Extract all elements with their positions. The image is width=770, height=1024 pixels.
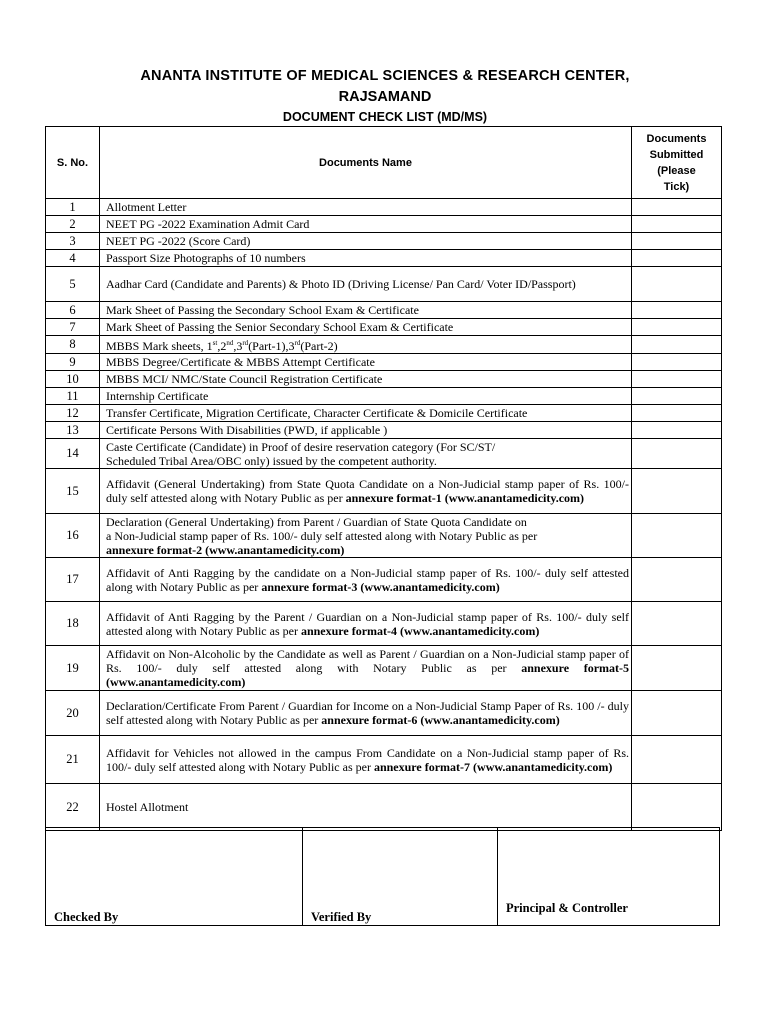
document-name: Aadhar Card (Candidate and Parents) & Photo ID (Driving License/ Pan Card/ Voter ID/Passport) [100,267,632,302]
row-number: 22 [46,784,100,831]
document-name: Mark Sheet of Passing the Secondary School Exam & Certificate [100,302,632,319]
mbbs-text-b: ,2 [217,339,227,353]
tick-cell[interactable] [632,405,722,422]
submitted-header-line1: Documents [646,132,707,145]
verified-by-cell [303,828,498,926]
sno-header: S. No. [46,127,100,199]
table-row [46,439,722,469]
tick-cell[interactable] [632,233,722,250]
document-name [100,469,632,514]
row-number: 19 [46,646,100,691]
tick-cell[interactable] [632,216,722,233]
row-number: 18 [46,602,100,646]
doc-text: Affidavit on Non-Alcoholic by the Candidate as well as Parent / Guardian on a Non-Judicial stamp paper of Rs. 100/- duly self attested along with Notary Public as per [106,647,629,675]
table-row [46,250,722,267]
tick-cell[interactable] [632,336,722,354]
table-row [46,469,722,514]
sup-rd: rd [242,339,249,347]
doc-text: Affidavit of Anti Ragging by the Parent / Guardian on a Non-Judicial stamp paper of Rs. 100/- duly self attested along with Notary Public as per [106,609,629,638]
annexure-reference: annexure format-5 (www.anantamedicity.com) [106,661,630,689]
tick-cell[interactable] [632,439,722,469]
row-number: 2 [46,216,100,233]
tick-cell[interactable] [632,371,722,388]
annexure-reference: annexure format-6 (www.anantamedicity.com) [321,713,560,727]
tick-cell[interactable] [632,388,722,405]
annexure-reference: annexure format-3 (www.anantamedicity.com) [261,579,500,594]
row-number: 21 [46,736,100,784]
document-name: Allotment Letter [100,199,632,216]
annexure-reference: annexure format-1 (www.anantamedicity.com) [345,491,585,505]
mbbs-text-c: ,3 [233,339,243,353]
document-name [100,558,632,602]
tick-cell[interactable] [632,784,722,831]
signature-table [45,827,720,926]
documents-submitted-header [632,127,722,199]
sup-rd-2: rd [294,339,301,347]
row-number: 20 [46,691,100,736]
mbbs-text-e: (Part-2) [300,339,338,353]
table-row [46,422,722,439]
document-name: Certificate Persons With Disabilities (PWD, if applicable ) [100,422,632,439]
table-row [46,691,722,736]
table-row [46,388,722,405]
row-number: 8 [46,336,100,354]
checklist-title: DOCUMENT CHECK LIST (MD/MS) [282,110,488,124]
document-name [100,514,632,558]
document-name: MBBS MCI/ NMC/State Council Registration Certificate [100,371,632,388]
submitted-header-line2: Submitted [649,148,704,161]
table-row [46,602,722,646]
checked-by-label: Checked By [54,910,119,924]
principal-cell [498,828,720,926]
row-number: 17 [46,558,100,602]
tick-cell[interactable] [632,250,722,267]
document-name: NEET PG -2022 (Score Card) [100,233,632,250]
submitted-header-line4: Tick) [663,180,690,193]
row-number: 1 [46,199,100,216]
tick-cell[interactable] [632,558,722,602]
checked-by-cell [46,828,303,926]
doc-text: Affidavit for Vehicles not allowed in the campus From Candidate on a Non-Judicial stamp paper of Rs. 100/- duly self attested along with Notary Public as per [106,745,629,774]
tick-cell[interactable] [632,602,722,646]
annexure-reference: annexure format-2 (www.anantamedicity.com) [106,542,345,557]
table-row [46,216,722,233]
table-row [46,354,722,371]
document-name [100,736,632,784]
tick-cell[interactable] [632,514,722,558]
doc-text-line1: Declaration (General Undertaking) from Parent / Guardian of State Quota Candidate on [106,514,527,529]
row-number: 10 [46,371,100,388]
table-row [46,646,722,691]
document-name [100,646,632,691]
table-row [46,267,722,302]
table-row [46,784,722,831]
institute-title: ANANTA INSTITUTE OF MEDICAL SCIENCES & RESEARCH CENTER, [140,68,630,84]
caste-line-1: Caste Certificate (Candidate) in Proof of desire reservation category (For SC/ST/ [106,439,496,454]
tick-cell[interactable] [632,354,722,371]
row-number: 14 [46,439,100,469]
verified-by-label: Verified By [311,910,372,924]
row-number: 3 [46,233,100,250]
table-row [46,371,722,388]
document-name [100,602,632,646]
doc-text-line2: a Non-Judicial stamp paper of Rs. 100/- duly self attested along with Notary Public as per [106,528,538,543]
tick-cell[interactable] [632,267,722,302]
tick-cell[interactable] [632,646,722,691]
document-name: Hostel Allotment [100,784,632,831]
mbbs-text-d: (Part-1),3 [248,339,295,353]
doc-text: Declaration/Certificate From Parent / Guardian for Income on a Non-Judicial Stamp Paper of Rs. 100 /- duly self attested along with Notary Public as per [106,699,629,727]
row-number: 4 [46,250,100,267]
mbbs-text-a: MBBS Mark sheets, 1 [106,339,213,353]
table-row [46,199,722,216]
annexure-reference: annexure format-4 (www.anantamedicity.com) [300,623,540,638]
annexure-reference: annexure format-7 (www.anantamedicity.com) [373,759,613,774]
document-name [100,691,632,736]
table-row [46,336,722,354]
tick-cell[interactable] [632,736,722,784]
tick-cell[interactable] [632,319,722,336]
document-name [100,336,632,354]
row-number: 13 [46,422,100,439]
document-name [100,439,632,469]
table-header-row [46,127,722,199]
sup-nd: nd [226,339,234,347]
document-name: Passport Size Photographs of 10 numbers [100,250,632,267]
row-number: 12 [46,405,100,422]
caste-line-2: Scheduled Tribal Area/OBC only) issued by the competent authority. [106,453,437,468]
tick-cell[interactable] [632,469,722,514]
table-row [46,514,722,558]
document-name: Transfer Certificate, Migration Certificate, Character Certificate & Domicile Certificate [100,405,632,422]
sup-st: st [212,339,218,347]
document-name: MBBS Degree/Certificate & MBBS Attempt Certificate [100,354,632,371]
document-name: Mark Sheet of Passing the Senior Secondary School Exam & Certificate [100,319,632,336]
tick-cell[interactable] [632,422,722,439]
row-number: 5 [46,267,100,302]
row-number: 11 [46,388,100,405]
table-row [46,233,722,250]
table-row [46,405,722,422]
institute-location: RAJSAMAND [338,89,432,105]
row-number: 9 [46,354,100,371]
principal-controller-label: Principal & Controller [506,901,628,915]
tick-cell[interactable] [632,691,722,736]
row-number: 6 [46,302,100,319]
row-number: 16 [46,514,100,558]
tick-cell[interactable] [632,199,722,216]
document-name: NEET PG -2022 Examination Admit Card [100,216,632,233]
submitted-header-line3: (Please [657,164,696,177]
table-row [46,736,722,784]
doc-text: Affidavit of Anti Ragging by the candidate on a Non-Judicial stamp paper of Rs. 100/- duly self attested along with Notary Public as per [106,565,629,594]
document-name: Internship Certificate [100,388,632,405]
table-row [46,302,722,319]
document-checklist-table [45,126,722,831]
table-row [46,558,722,602]
tick-cell[interactable] [632,302,722,319]
doc-text: Affidavit (General Undertaking) from State Quota Candidate on a Non-Judicial stamp paper of Rs. 100/- duly self attested along with Notary Public as per [106,477,629,505]
row-number: 7 [46,319,100,336]
table-row [46,319,722,336]
row-number: 15 [46,469,100,514]
documents-name-header: Documents Name [100,127,632,199]
